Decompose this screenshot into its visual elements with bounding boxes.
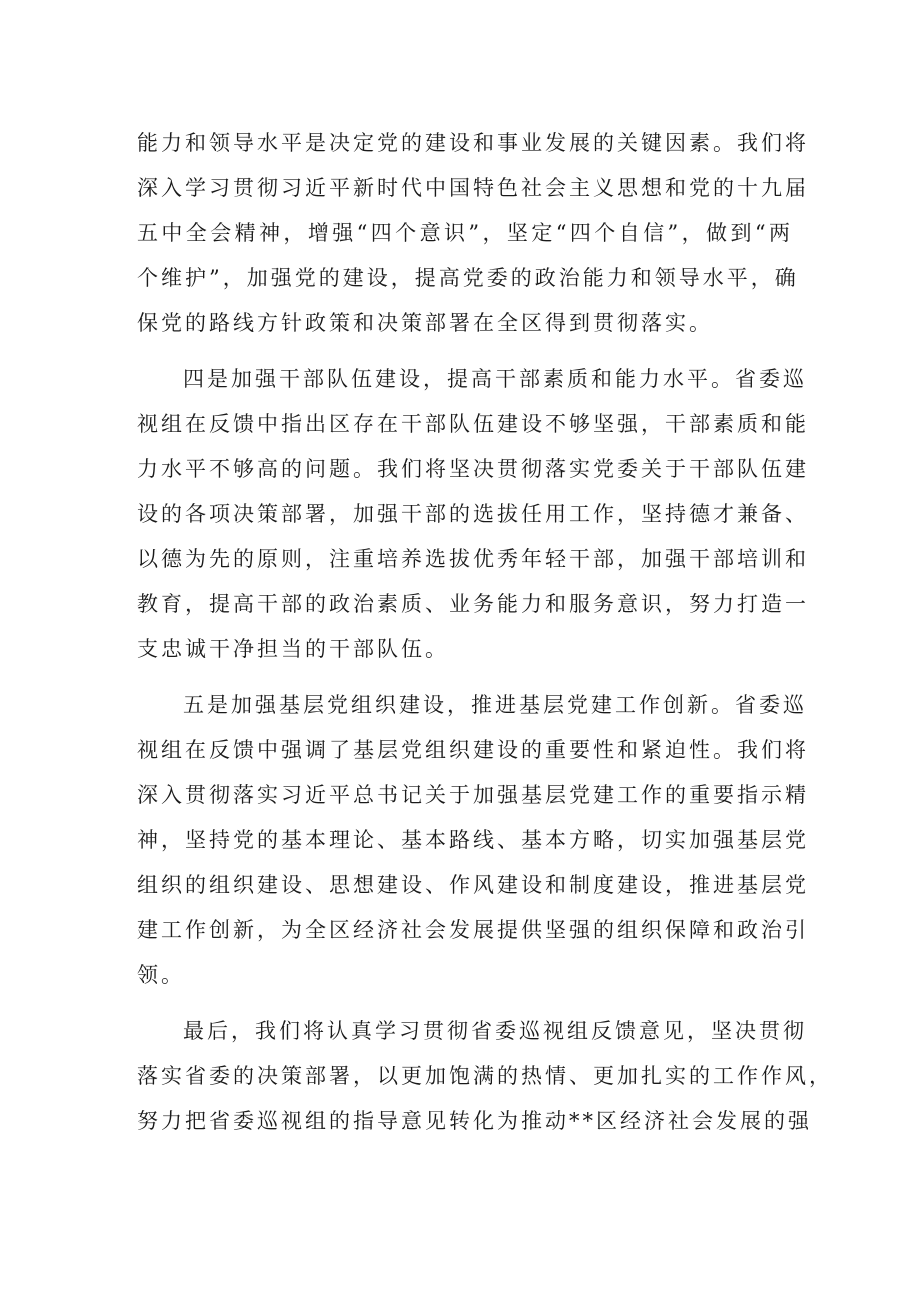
paragraph-first-line: 四是加强干部队伍建设，提高干部素质和能力水平。省委巡 [183, 367, 807, 391]
text-line: 能力和领导水平是决定党的建设和事业发展的关键因素。我们将 [137, 131, 809, 155]
text-line: 深入学习贯彻习近平新时代中国特色社会主义思想和党的十九届 [137, 176, 809, 200]
paragraph-first-line: 五是加强基层党组织建设，推进基层党建工作创新。省委巡 [183, 693, 807, 717]
text-line: 努力把省委巡视组的指导意见转化为推动**区经济社会发展的强 [137, 1109, 812, 1133]
text-line: 视组在反馈中指出区存在干部队伍建设不够坚强，干部素质和能 [137, 412, 809, 436]
text-line: 五中全会精神，增强“四个意识”，坚定“四个自信”，做到“两 [137, 221, 793, 245]
text-line: 以德为先的原则，注重培养选拔优秀年轻干部，加强干部培训和 [137, 547, 809, 571]
text-line: 力水平不够高的问题。我们将坚决贯彻落实党委关于干部队伍建 [137, 457, 809, 481]
text-line: 保党的路线方针政策和决策部署在全区得到贯彻落实。 [137, 311, 713, 335]
text-line: 支忠诚干净担当的干部队伍。 [137, 637, 449, 661]
text-line: 教育，提高干部的政治素质、业务能力和服务意识，努力打造一 [137, 592, 809, 616]
text-line: 深入贯彻落实习近平总书记关于加强基层党建工作的重要指示精 [137, 783, 809, 807]
text-line: 设的各项决策部署，加强干部的选拔任用工作，坚持德才兼备、 [137, 502, 809, 526]
text-line: 神，坚持党的基本理论、基本路线、基本方略，切实加强基层党 [137, 828, 809, 852]
text-line: 视组在反馈中强调了基层党组织建设的重要性和紧迫性。我们将 [137, 738, 809, 762]
text-line: 领。 [137, 963, 185, 987]
text-line: 个维护”，加强党的建设，提高党委的政治能力和领导水平，确 [137, 266, 799, 290]
paragraph-first-line: 最后，我们将认真学习贯彻省委巡视组反馈意见，坚决贯彻 [183, 1019, 807, 1043]
text-line: 落实省委的决策部署，以更加饱满的热情、更加扎实的工作作风， [137, 1064, 833, 1088]
text-line: 组织的组织建设、思想建设、作风建设和制度建设，推进基层党 [137, 873, 809, 897]
text-line: 建工作创新，为全区经济社会发展提供坚强的组织保障和政治引 [137, 918, 809, 942]
